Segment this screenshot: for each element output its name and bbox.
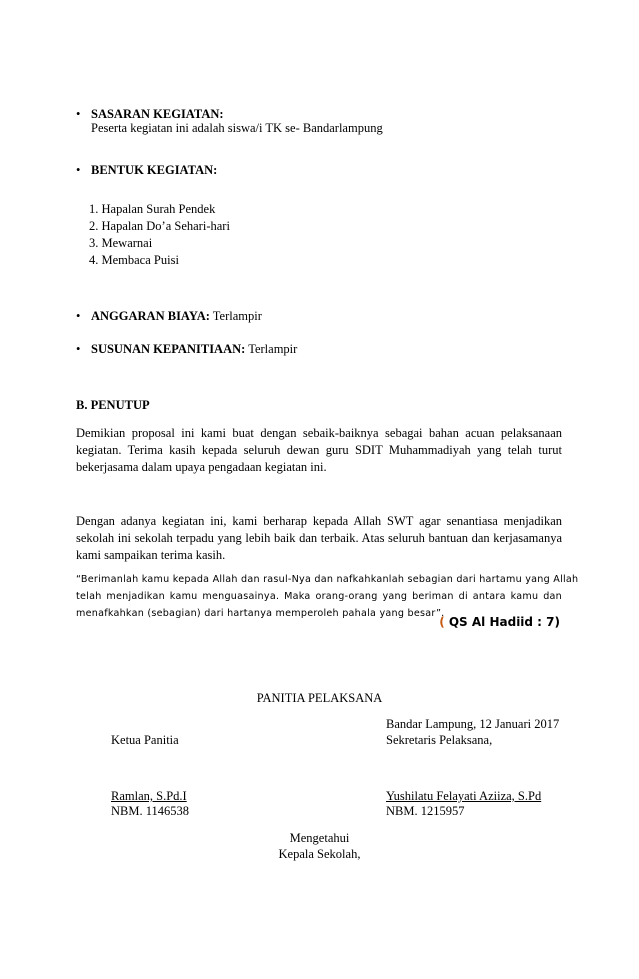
- section-heading-penutup: B. PENUTUP: [76, 398, 150, 412]
- paragraph-line: kegiatan. Terima kasih kepada seluruh dewan guru SDIT Muhammadiyah yang telah turut: [76, 443, 562, 457]
- list-item: 3. Mewarnai: [89, 236, 153, 250]
- paragraph-line: bekerjasama dalam upaya pengadaan kegiatan ini.: [76, 460, 327, 474]
- left-role: Ketua Panitia: [111, 733, 179, 747]
- bullet-dot: •: [76, 107, 81, 121]
- quote-line: “Berimanlah kamu kepada Allah dan rasul-Nya dan nafkahkanlah sebagian dari hartamu yang Allah: [76, 574, 579, 585]
- anggaran-value: Terlampir: [209, 309, 262, 323]
- quote-reference: [439, 614, 560, 631]
- paragraph-line: sekolah ini sekolah terpadu yang lebih baik dan terbaik. Atas seluruh bantuan dan kerjasamanya: [76, 531, 562, 545]
- quote-line: telah menjadikan kamu menguasainya. Maka orang-orang yang beriman di antara kamu dan: [76, 591, 562, 602]
- left-signer-nbm: NBM. 1146538: [111, 804, 190, 818]
- left-signer-name: Ramlan, S.Pd.I: [111, 789, 187, 803]
- quote-line: menafkahkan (sebagian) dari hartanya memperoleh pahala yang besar”.: [76, 608, 445, 619]
- list-item: 1. Hapalan Surah Pendek: [89, 202, 216, 216]
- susunan-value: Terlampir: [245, 342, 298, 356]
- bullet-dot: •: [76, 342, 81, 356]
- list-item: 4. Membaca Puisi: [89, 253, 179, 267]
- right-role: Sekretaris Pelaksana,: [386, 733, 493, 747]
- right-signer-nbm: NBM. 1215957: [386, 804, 465, 818]
- paragraph-line: Dengan adanya kegiatan ini, kami berharap kepada Allah SWT agar senantiasa menjadikan: [76, 514, 562, 528]
- paragraph-line: kami sampaikan terima kasih.: [76, 548, 226, 562]
- paragraph-1: [76, 425, 562, 476]
- sasaran-text: Peserta kegiatan ini adalah siswa/i TK se- Bandarlampung: [91, 121, 383, 135]
- list-item: 2. Hapalan Do’a Sehari-hari: [89, 219, 230, 233]
- quote-ref-text: QS Al Hadiid : 7): [448, 615, 560, 629]
- quote-open-paren: (: [439, 615, 449, 629]
- committee-title: PANITIA PELAKSANA: [256, 691, 383, 705]
- sasaran-label: SASARAN KEGIATAN:: [91, 107, 224, 121]
- paragraph-2: [76, 513, 562, 564]
- place-date: Bandar Lampung, 12 Januari 2017: [386, 717, 560, 731]
- acknowledge-label: Mengetahui: [289, 831, 350, 845]
- anggaran-label: ANGGARAN BIAYA:: [91, 309, 210, 323]
- bentuk-label: BENTUK KEGIATAN:: [91, 163, 218, 177]
- right-signer-name: Yushilatu Felayati Aziiza, S.Pd: [386, 789, 542, 803]
- bullet-dot: •: [76, 163, 81, 177]
- bullet-dot: •: [76, 309, 81, 323]
- bentuk-list: [89, 201, 230, 269]
- susunan-label: SUSUNAN KEPANITIAAN:: [91, 342, 246, 356]
- paragraph-line: Demikian proposal ini kami buat dengan sebaik-baiknya sebagai bahan acuan pelaksanaan: [76, 426, 562, 440]
- principal-role: Kepala Sekolah,: [278, 847, 361, 861]
